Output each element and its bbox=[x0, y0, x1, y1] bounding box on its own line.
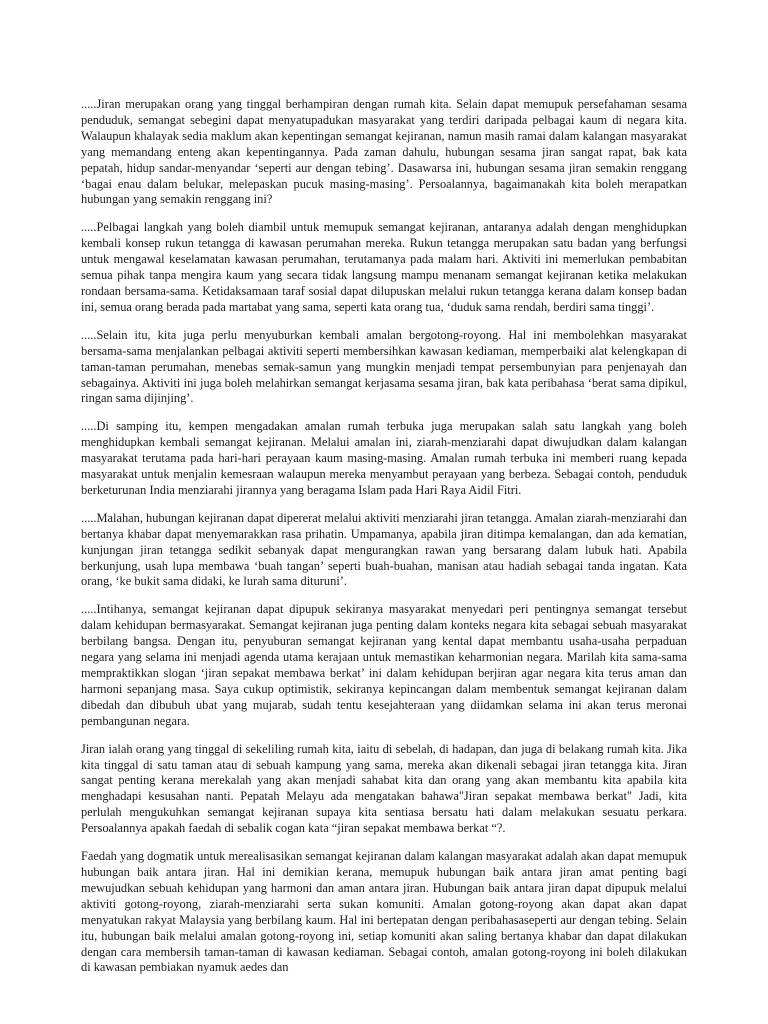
paragraph-rumah-terbuka: .....Di samping itu, kempen mengadakan amalan rumah terbuka juga merupakan salah satu langkah yang boleh menghidupkan kembali semangat kejiranan. Melalui amalan ini, ziarah-menziarahi dapat diwujudkan dalam kalangan masyarakat terutama pada hari-hari perayaan kaum masing-masing. Amalan rumah terbuka ini memberi ruang kepada masyarakat untuk menjalin kemesraan walaupun mereka menyambut perayaan yang berbeza. Sebagai contoh, penduduk berketurunan India menziarahi jirannya yang beragama Islam pada Hari Raya Aidil Fitri. bbox=[81, 419, 687, 497]
paragraph-gotong-royong: .....Selain itu, kita juga perlu menyuburkan kembali amalan bergotong-royong. Hal ini membolehkan masyarakat bersama-sama menjalankan pelbagai aktiviti seperti membersihkan kawasan kediaman, memperbaiki alat kelengkapan di taman-taman perumahan, menebas semak-samun yang mungkin menjadi tempat persembunyian para penjenayah dan sebagainya. Aktiviti ini juga boleh melahirkan semangat kerjasama sesama jiran, bak kata peribahasa ‘berat sama dipikul, ringan sama dijinjing’. bbox=[81, 327, 687, 406]
paragraph-ziarah: .....Malahan, hubungan kejiranan dapat dipererat melalui aktiviti menziarahi jiran tetangga. Amalan ziarah-menziarahi dan bertanya khabar dapat menyemarakkan rasa prihatin. Umpamanya, apabila jiran ditimpa kemalangan, dan ada kematian, kunjungan jiran tetangga sedikit sebanyak dapat mengurangkan rawan yang bersarang dalam lubuk hati. Apabila berkunjung, usah lupa membawa ‘buah tangan’ seperti buah-buahan, manisan atau hadiah sebagai tanda ingatan. Kata orang, ‘ke bukit sama didaki, ke lurah sama dituruni’. bbox=[81, 510, 687, 589]
paragraph-jiran-definition: Jiran ialah orang yang tinggal di sekeliling rumah kita, iaitu di sebelah, di hadapan, dan juga di belakang rumah kita. Jika kita tinggal di satu taman atau di sebuah kampung yang sama, mereka akan dikenali sebagai jiran tetangga kita. Jiran sangat penting kerana merekalah yang akan menjadi sahabat kita dan orang yang akan membantu kita apabila kita menghadapi kesusahan nanti. Pepatah Melayu ada mengatakan bahawa"Jiran sepakat membawa berkat" Jadi, kita perlulah mengukuhkan semangat kejiranan supaya kita sentiasa bersatu hati dalam melakukan sesuatu perkara. Persoalannya apakah faedah di sebalik cogan kata “jiran sepakat membawa berkat “?. bbox=[81, 741, 687, 836]
paragraph-faedah: Faedah yang dogmatik untuk merealisasikan semangat kejiranan dalam kalangan masyarakat adalah akan dapat memupuk hubungan baik antara jiran. Hal ini demikian kerana, memupuk hubungan baik antara jiran amat penting bagi mewujudkan sebuah kehidupan yang harmoni dan aman antara jiran. Hubungan baik antara jiran dapat dipupuk melalui aktiviti gotong-royong, ziarah-menziarahi serta sukan komuniti. Amalan gotong-royong akan dapat akan dapat menyatukan rakyat Malaysia yang berbilang kaum. Hal ini bertepatan dengan peribahasaseperti aur dengan tebing. Selain itu, hubungan baik melalui amalan gotong-royong ini, setiap komuniti akan saling bertanya khabar dan dapat dilakukan dengan cara membersih taman-taman di kawasan kediaman. Sebagai contoh, amalan gotong-royong ini boleh dilakukan di kawasan pembiakan nyamuk aedes dan bbox=[81, 849, 687, 975]
document-body bbox=[81, 97, 687, 976]
paragraph-intro: .....Jiran merupakan orang yang tinggal berhampiran dengan rumah kita. Selain dapat memupuk persefahaman sesama penduduk, semangat sebegini dapat menyatupadukan masyarakat yang terdiri daripada pelbagai kaum di negara kita. Walaupun khalayak sedia maklum akan kepentingan semangat kejiranan, namun masih ramai dalam kalangan masyarakat yang memandang enteng akan kepentingannya. Pada zaman dahulu, hubungan sesama jiran sangat rapat, bak kata pepatah, hidup sandar-menyandar ‘seperti aur dengan tebing’. Dasawarsa ini, hubungan sesama jiran semakin renggang ‘bagai enau dalam belukar, melepaskan pucuk masing-masing’. Persoalannya, bagaimanakah kita boleh merapatkan hubungan yang semakin renggang ini? bbox=[81, 97, 687, 207]
paragraph-conclusion: .....Intihanya, semangat kejiranan dapat dipupuk sekiranya masyarakat menyedari peri pentingnya semangat tersebut dalam kehidupan bermasyarakat. Semangat kejiranan juga penting dalam konteks negara kita sebagai sebuah masyarakat berbilang bangsa. Dengan itu, penyuburan semangat kejiranan yang kental dapat membantu usaha-usaha perpaduan negara yang selama ini menjadi agenda utama kerajaan untuk memastikan keharmonian negara. Marilah kita sama-sama mempraktikkan slogan ‘jiran sepakat membawa berkat’ ini dalam kehidupan berjiran agar negara kita terus aman dan harmoni sepanjang masa. Saya cukup optimistik, sekiranya kepincangan dalam membentuk semangat kejiranan dalam dibedah dan dibubuh ubat yang mujarab, sudah tentu kesejahteraan yang diidamkan selama ini akan terus meronai pembangunan negara. bbox=[81, 602, 687, 728]
paragraph-rukun-tetangga: .....Pelbagai langkah yang boleh diambil untuk memupuk semangat kejiranan, antaranya adalah dengan menghidupkan kembali konsep rukun tetangga di kawasan perumahan mereka. Rukun tetangga merupakan satu badan yang berfungsi untuk mengawal keselamatan kawasan perumahan, terutamanya pada malam hari. Aktiviti ini memerlukan pembabitan semua pihak tanpa mengira kaum yang secara tidak langsung mampu menanam semangat kejiranan ketika melakukan rondaan bersama-sama. Ketidaksamaan taraf sosial dapat dilupuskan melalui rukun tetangga kerana dalam konsep badan ini, semua orang berada pada martabat yang sama, seperti kata orang tua, ‘duduk sama rendah, berdiri sama tinggi’. bbox=[81, 220, 687, 314]
